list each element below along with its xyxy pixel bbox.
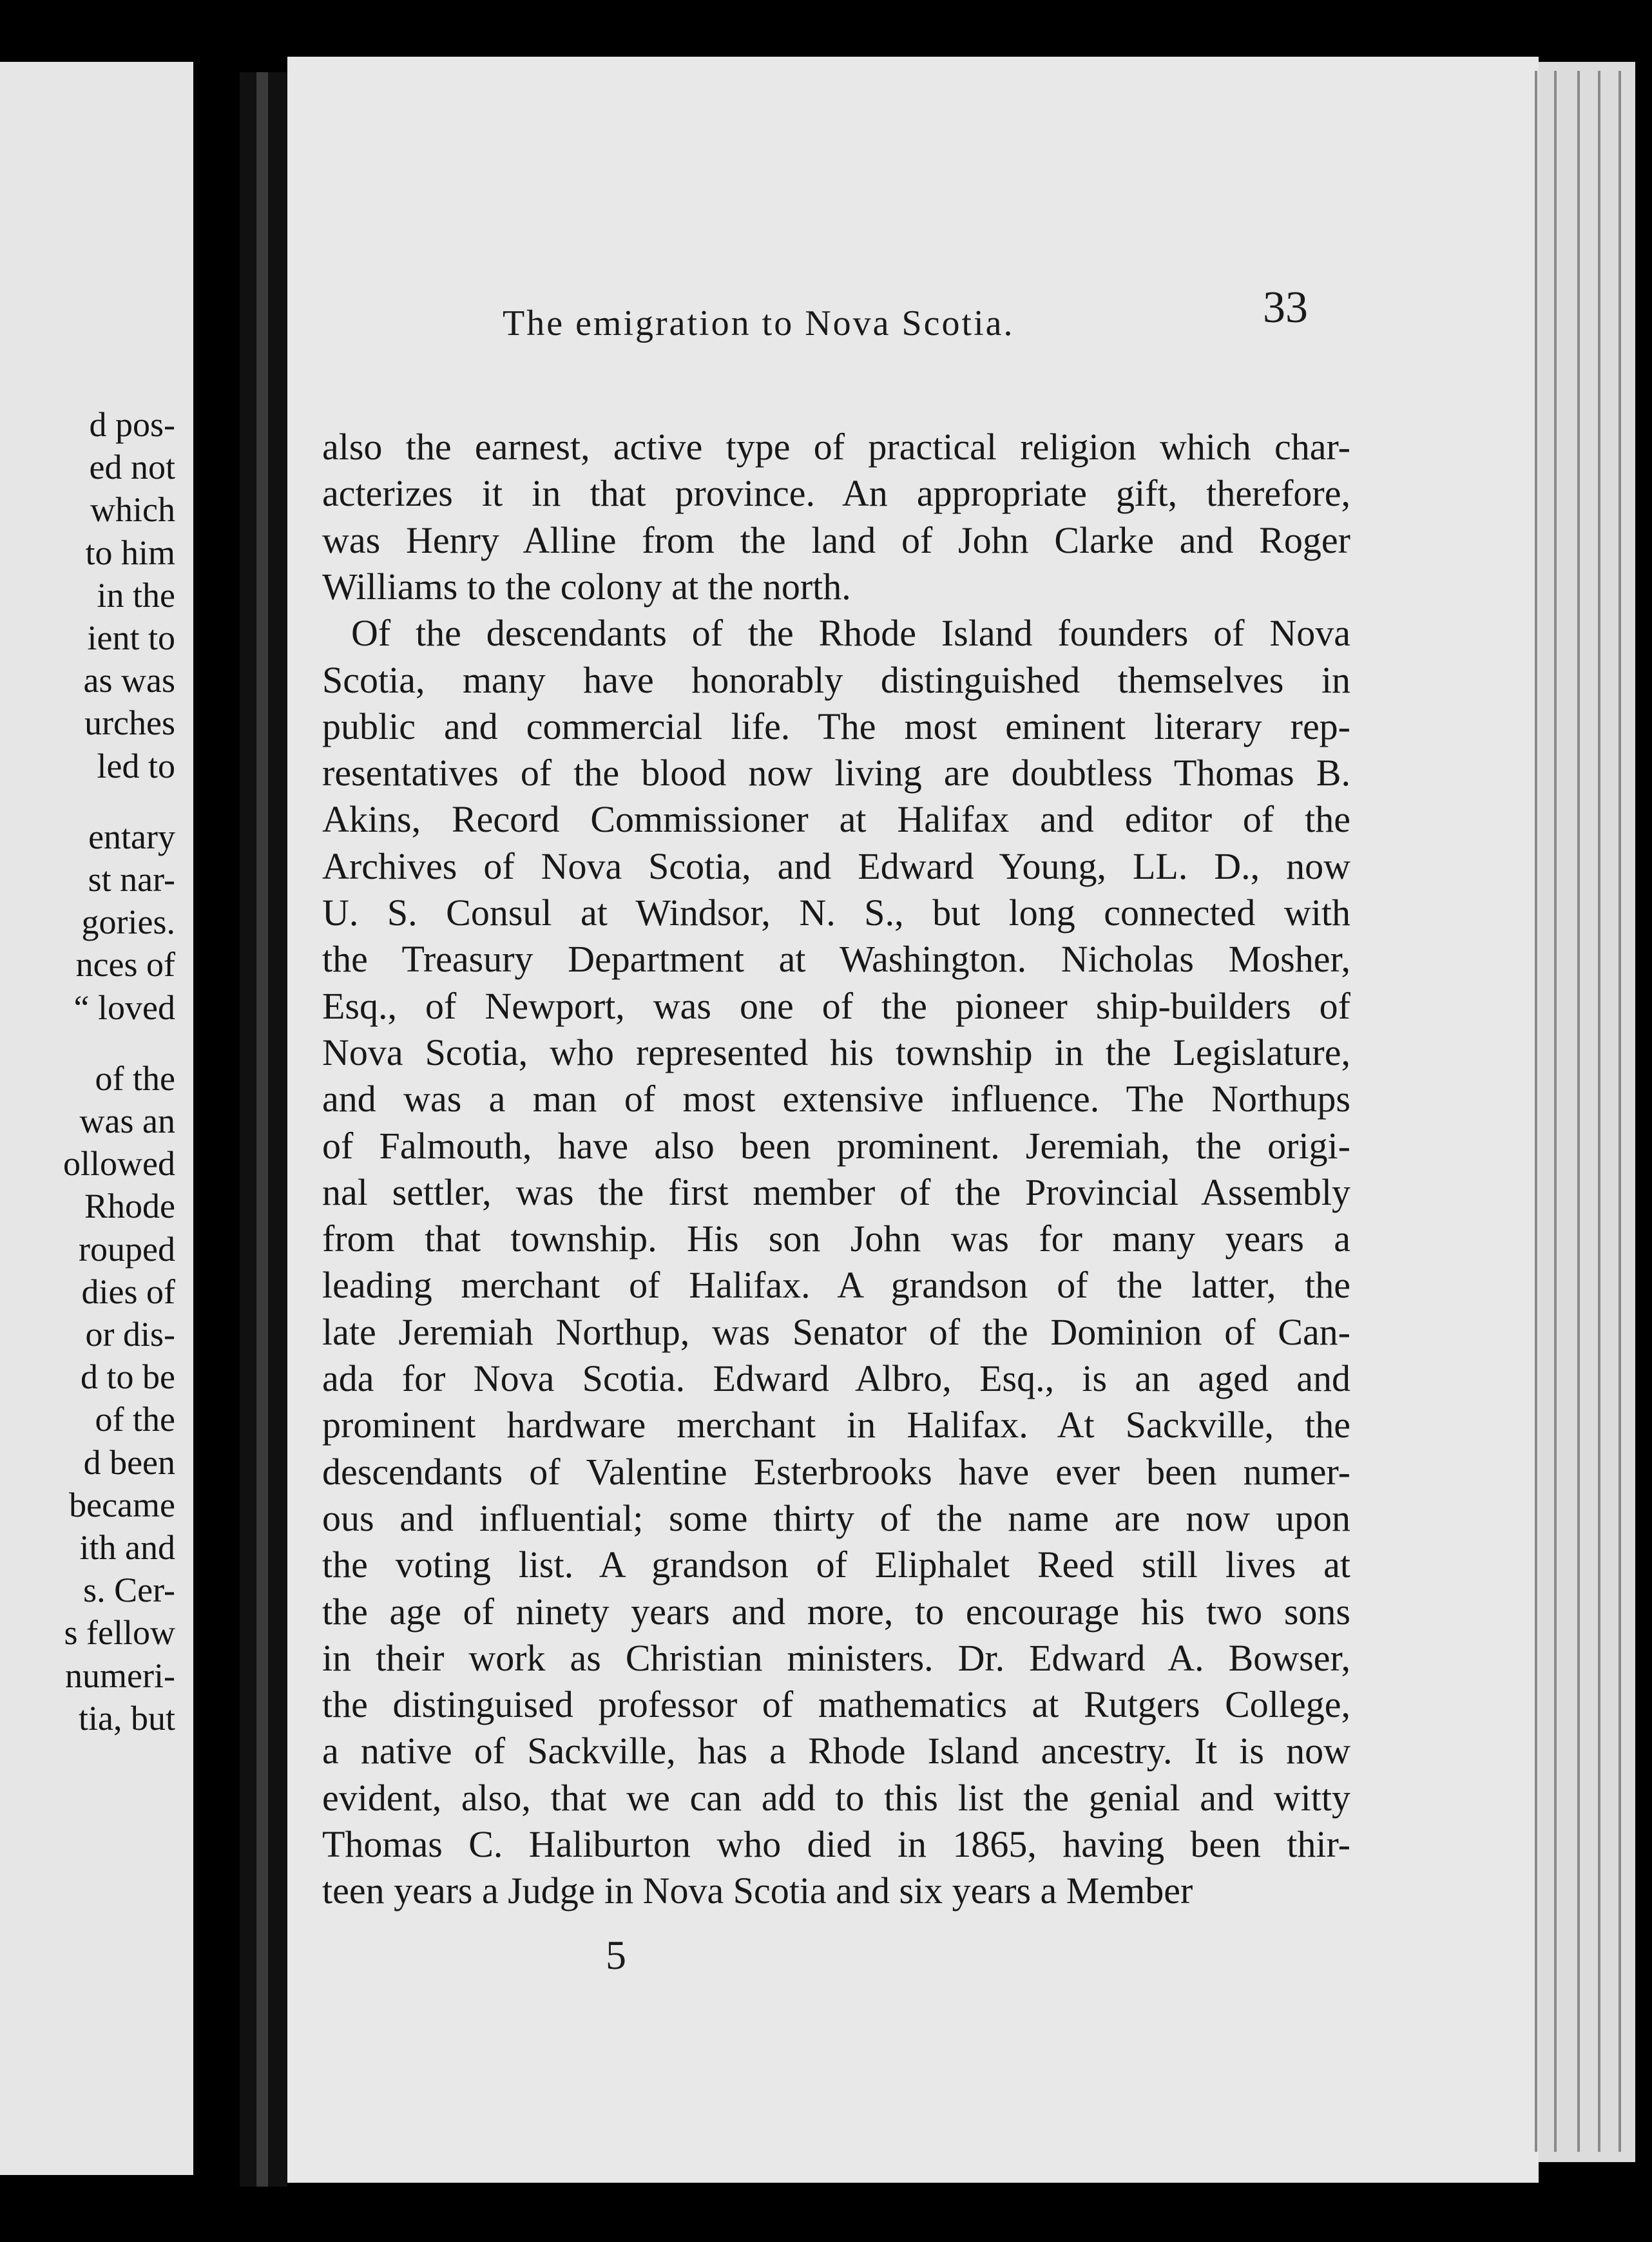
body-line: resentatives of the blood now living are doubtless Thomas B. (322, 752, 1350, 794)
body-line: ada for Nova Scotia. Edward Albro, Esq., is an aged and (322, 1357, 1350, 1399)
body-line: descendants of Valentine Esterbrooks have ever been numer- (322, 1451, 1350, 1493)
body-line: in their work as Christian ministers. Dr. Edward A. Bowser, (322, 1637, 1350, 1679)
left-page-line: Rhode (84, 1187, 175, 1226)
body-line: of Falmouth, have also been prominent. Jeremiah, the origi- (322, 1125, 1350, 1167)
left-page-line: ient to (87, 618, 175, 657)
page-edge-line (1554, 71, 1557, 2152)
body-line: and was a man of most extensive influence. The Northups (322, 1078, 1350, 1120)
left-page-line: entary (88, 817, 175, 856)
left-page-line: of the (95, 1059, 175, 1098)
body-line: public and commercial life. The most eminent literary rep- (322, 705, 1350, 747)
left-page-line: ith and (79, 1528, 175, 1567)
left-page-line: s fellow (64, 1613, 175, 1653)
page-edge-line (1577, 71, 1580, 2152)
left-page-line: or dis- (85, 1315, 175, 1354)
body-line: U. S. Consul at Windsor, N. S., but long connected with (322, 892, 1350, 934)
page-edge-line (1598, 71, 1600, 2152)
left-page-line: numeri- (65, 1656, 175, 1695)
left-page-line: st nar- (88, 860, 175, 899)
body-line: late Jeremiah Northup, was Senator of the Dominion of Can- (322, 1311, 1350, 1353)
left-page-line: as was (83, 661, 175, 700)
body-line: Archives of Nova Scotia, and Edward Young, LL. D., now (322, 845, 1350, 887)
left-page-line: d to be (81, 1357, 175, 1397)
left-page-line: dies of (81, 1272, 175, 1311)
left-page-line: rouped (79, 1229, 175, 1269)
running-head: The emigration to Nova Scotia. (503, 303, 1015, 343)
left-page-line: ed not (89, 448, 175, 487)
page-edge-line (1618, 71, 1621, 2152)
left-page-line: was an (79, 1102, 175, 1140)
body-line: Of the descendants of the Rhode Island founders of Nova (351, 612, 1350, 654)
left-page-line: nces of (75, 945, 175, 984)
signature-mark: 5 (606, 1932, 626, 1978)
left-page-line: “ loved (73, 988, 175, 1027)
left-page-line: d pos- (89, 405, 175, 444)
body-line: ous and influential; some thirty of the name are now upon (322, 1497, 1350, 1539)
body-line: the Treasury Department at Washington. Nicholas Mosher, (322, 938, 1350, 980)
body-line: was Henry Alline from the land of John Clarke and Roger (322, 519, 1350, 561)
body-line: Nova Scotia, who represented his township in the Legislature, (322, 1031, 1350, 1073)
left-page-line: tia, but (79, 1698, 175, 1738)
left-page-line: led to (97, 746, 175, 785)
binding-gutter-inner (256, 72, 268, 2187)
page-edge-line (1535, 71, 1537, 2152)
body-line: a native of Sackville, has a Rhode Island ancestry. It is now (322, 1730, 1350, 1772)
left-page-line: to him (85, 533, 175, 572)
body-line: Thomas C. Haliburton who died in 1865, having been thir- (322, 1823, 1350, 1865)
body-line: prominent hardware merchant in Halifax. At Sackville, the (322, 1404, 1350, 1446)
body-line: Williams to the colony at the north. (322, 566, 851, 608)
body-line: leading merchant of Halifax. A grandson of the latter, the (322, 1264, 1350, 1306)
body-line: teen years a Judge in Nova Scotia and six years a Member (322, 1870, 1193, 1911)
left-page-line: of the (95, 1400, 175, 1439)
left-page-line: gories. (81, 903, 175, 942)
body-line: from that township. His son John was for many years a (322, 1218, 1350, 1260)
body-line: the voting list. A grandson of Eliphalet Reed still lives at (322, 1544, 1350, 1586)
body-line: acterizes it in that province. An appropriate gift, therefore, (322, 472, 1350, 514)
body-line: Akins, Record Commissioner at Halifax and editor of the (322, 798, 1350, 840)
body-line: the distinguised professor of mathematics at Rutgers College, (322, 1683, 1350, 1725)
left-page-line: became (69, 1485, 175, 1524)
body-line: Esq., of Newport, was one of the pioneer ship-builders of (322, 985, 1350, 1027)
body-line: the age of ninety years and more, to encourage his two sons (322, 1591, 1350, 1633)
left-facing-page (0, 62, 193, 2175)
body-line: Scotia, many have honorably distinguished themselves in (322, 659, 1350, 701)
body-line: nal settler, was the first member of the Provincial Assembly (322, 1171, 1350, 1213)
left-page-line: in the (97, 575, 175, 615)
page-number: 33 (1263, 283, 1308, 332)
left-page-line: s. Cer- (83, 1571, 175, 1610)
left-page-line: urches (84, 704, 175, 743)
body-line: also the earnest, active type of practical religion which char- (322, 426, 1350, 468)
left-page-line: ollowed (63, 1144, 175, 1183)
left-page-line: d been (83, 1442, 175, 1482)
body-line: evident, also, that we can add to this list the genial and witty (322, 1777, 1350, 1819)
left-page-line: which (90, 490, 175, 530)
